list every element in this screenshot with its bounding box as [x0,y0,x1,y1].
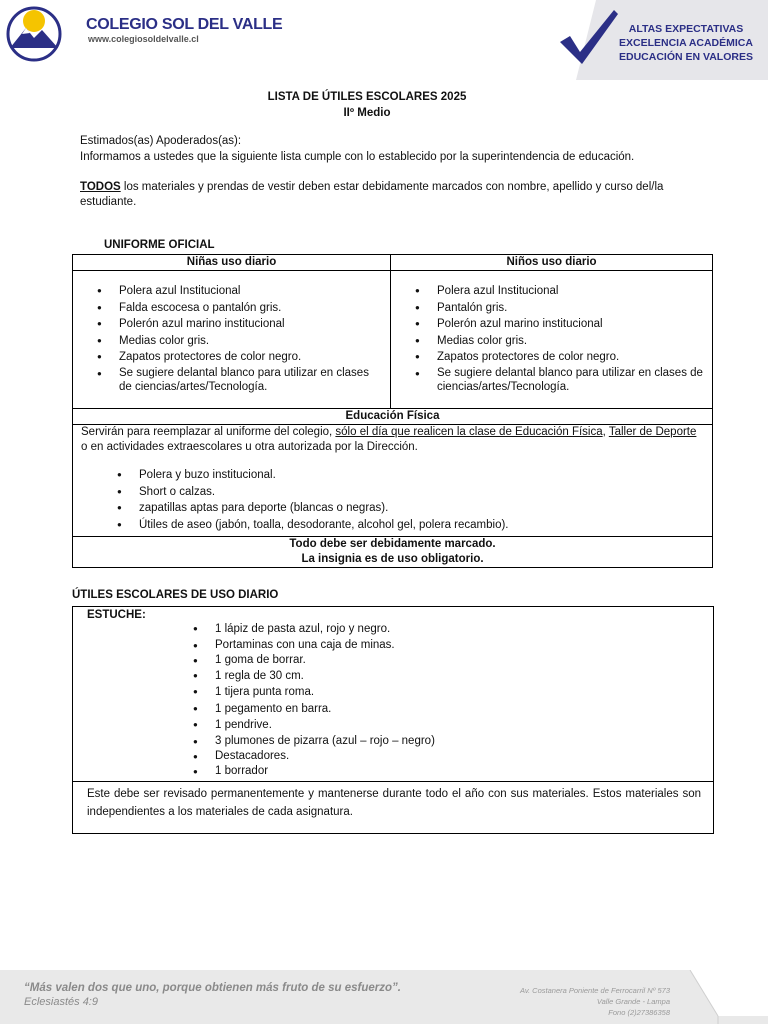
boys-header: Niños uso diario [391,255,712,271]
list-item: ● Útiles de aseo (jabón, toalla, desodorante, alcohol gel, polera recambio). [117,517,704,534]
pe-text-2: , [602,426,609,438]
list-item: ● Polerón azul marino institucional [97,316,382,333]
footer-address [520,985,670,1018]
list-item: ● Se sugiere delantal blanco para utilizar en clases de ciencias/artes/Tecnología. [97,366,382,394]
motto-line-2: EXCELENCIA ACADÉMICA [619,37,753,49]
list-item: ● Se sugiere delantal blanco para utilizar en clases de ciencias/artes/Tecnología. [415,366,704,394]
pe-text-underlined-1: sólo el día que realicen la clase de Educación Física [335,426,603,438]
list-item: ● Zapatos protectores de color negro. [97,349,382,366]
footer-citation: Eclesiastés 4:9 [24,996,98,1008]
list-item: ● Destacadores. [193,749,713,764]
supplies-table [72,606,714,834]
uniform-section-title: UNIFORME OFICIAL [104,239,215,251]
intro-info: Informamos a ustedes que la siguiente lista cumple con lo establecido por la superintendencia de educación. [80,151,635,163]
pe-header: Educación Física [73,409,712,425]
boys-list-cell [391,271,712,409]
address-line-1: Av. Costanera Poniente de Ferrocarril Nº 573 [519,986,670,995]
list-item: ● 1 pendrive. [193,717,713,734]
case-list [193,621,713,778]
list-item: ● Medias color gris. [415,333,704,350]
list-item: ● Polerón azul marino institucional [415,316,704,333]
list-item: ● 1 regla de 30 cm. [193,668,713,685]
list-item: ● Portaminas con una caja de minas. [193,638,713,653]
list-item: ● Zapatos protectores de color negro. [415,349,704,366]
list-item: ● Polera azul Institucional [415,283,704,300]
list-item: ● zapatillas aptas para deporte (blancas o negras). [117,500,704,517]
school-name: COLEGIO SOL DEL VALLE [86,16,283,33]
uniform-note-line-2: La insignia es de uso obligatorio. [301,553,484,565]
list-item: ● 1 lápiz de pasta azul, rojo y negro. [193,621,713,638]
todos-word: TODOS [80,181,121,193]
list-item: ● 1 tijera punta roma. [193,684,713,701]
document-title: LISTA DE ÚTILES ESCOLARES 2025 [267,91,467,103]
list-item: ● Pantalón gris. [415,300,704,317]
uniform-note-line-1: Todo debe ser debidamente marcado. [289,538,496,550]
pe-text-1: Servirán para reemplazar al uniforme del colegio, [81,426,336,438]
address-line-3: Fono (2)27386358 [608,1008,670,1017]
uniform-note [73,537,712,567]
girls-header: Niñas uso diario [73,255,391,271]
uniform-table [72,254,713,568]
case-cell [73,607,713,782]
school-website[interactable]: www.colegiosoldelvalle.cl [88,34,199,44]
supplies-section-title: ÚTILES ESCOLARES DE USO DIARIO [72,589,279,601]
school-logo [4,4,64,62]
motto-line-1: ALTAS EXPECTATIVAS [628,23,744,35]
supplies-note: Este debe ser revisado permanentemente y mantenerse durante todo el año con sus materiales. Estos materiales son independientes a los materiales de cada asignatura. [87,788,701,818]
sun-mountain-logo-icon [4,4,64,62]
pe-description [81,425,704,455]
list-item: ● 1 borrador [193,764,713,778]
footer-quote: “Más valen dos que uno, porque obtienen más fruto de su esfuerzo”. [24,982,401,994]
pe-cell [73,425,712,537]
todos-paragraph [80,180,700,210]
list-item: ● Short o calzas. [117,484,704,501]
todos-rest: los materiales y prendas de vestir deben estar debidamente marcados con nombre, apellido y curso del/la estudiante. [80,181,664,208]
list-item: ● 3 plumones de pizarra (azul – rojo – negro) [193,734,713,749]
list-item: ● Medias color gris. [97,333,382,350]
girls-list [97,283,382,394]
boys-list [415,283,704,394]
pe-text-3: o en actividades extraescolares u otra autorizada por la Dirección. [81,441,418,453]
case-label: ESTUCHE: [87,609,146,621]
list-item: ● Polera azul Institucional [97,283,382,300]
address-line-2: Valle Grande - Lampa [596,997,670,1006]
girls-list-cell [73,271,391,409]
list-item: ● 1 pegamento en barra. [193,701,713,718]
list-item: ● Polera y buzo institucional. [117,467,704,484]
pe-text-underlined-2: Taller de Deporte [608,426,697,438]
document-subtitle: IIº Medio [343,107,391,119]
list-item: ● Falda escocesa o pantalón gris. [97,300,382,317]
pe-list [117,467,704,533]
list-item: ● 1 goma de borrar. [193,653,713,668]
motto-line-3: EDUCACIÓN EN VALORES [619,51,753,63]
greeting: Estimados(as) Apoderados(as): [80,135,242,147]
motto-text [606,22,766,64]
